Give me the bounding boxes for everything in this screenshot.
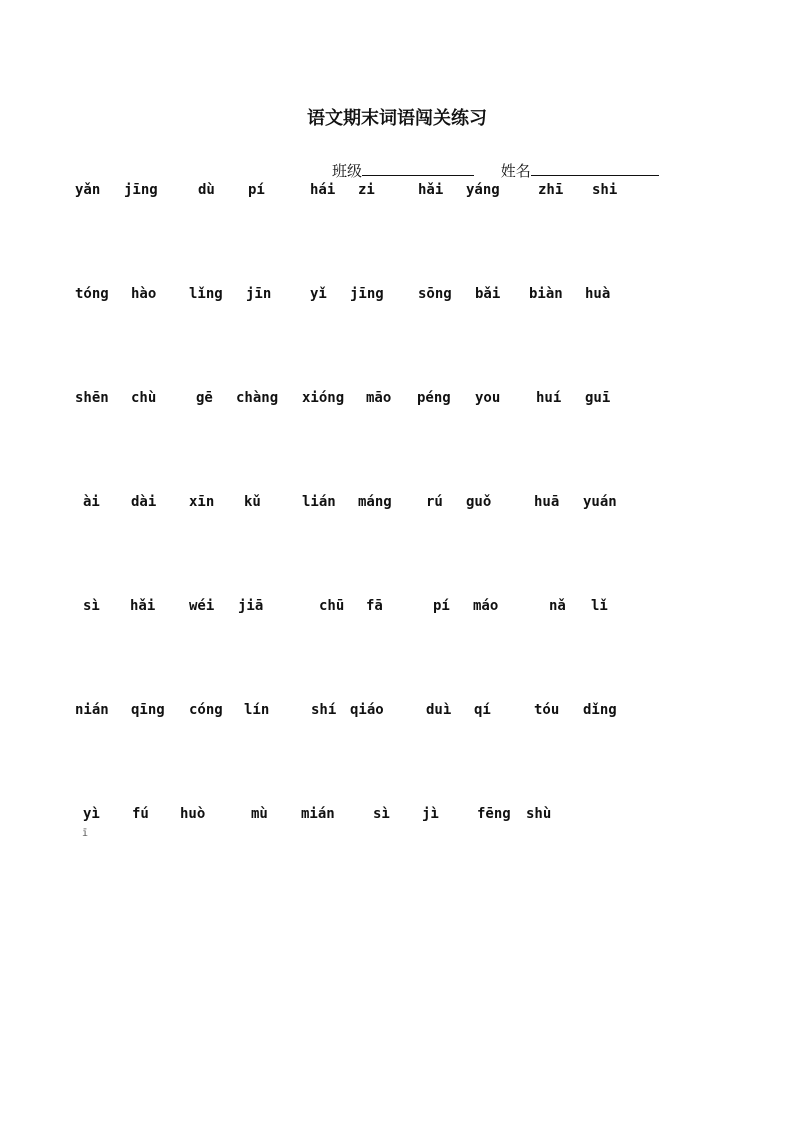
pinyin-syllable: qīng [131, 702, 165, 718]
pinyin-syllable: hái [310, 182, 336, 198]
pinyin-syllable: zi [358, 182, 375, 198]
pinyin-syllable: jīng [350, 286, 384, 302]
pinyin-syllable: dài [131, 494, 157, 510]
pinyin-syllable: tóng [75, 286, 109, 302]
pinyin-row [0, 598, 794, 620]
pinyin-syllable: biàn [529, 286, 563, 302]
pinyin-syllable: qí [474, 702, 491, 718]
pinyin-syllable: tóu [534, 702, 560, 718]
pinyin-syllable: jì [422, 806, 439, 822]
pinyin-syllable: wéi [189, 598, 215, 614]
pinyin-syllable: māo [366, 390, 392, 406]
pinyin-syllable: dǐng [583, 702, 617, 718]
pinyin-syllable: qiáo [350, 702, 384, 718]
pinyin-syllable: fā [366, 598, 383, 614]
pinyin-syllable: lín [244, 702, 270, 718]
pinyin-syllable: cóng [189, 702, 223, 718]
pinyin-syllable: jīn [246, 286, 272, 302]
pinyin-syllable: chàng [236, 390, 279, 406]
pinyin-syllable: lǐ [591, 598, 608, 614]
pinyin-syllable: fú [132, 806, 149, 822]
student-info [332, 160, 659, 181]
pinyin-syllable: pí [248, 182, 265, 198]
pinyin-row [0, 806, 794, 828]
pinyin-syllable: máo [473, 598, 499, 614]
stray-mark: ī [82, 828, 89, 839]
pinyin-syllable: rú [426, 494, 443, 510]
pinyin-syllable: xióng [302, 390, 345, 406]
pinyin-syllable: sōng [418, 286, 452, 302]
pinyin-syllable: kǔ [244, 494, 261, 510]
pinyin-syllable: zhī [538, 182, 564, 198]
pinyin-syllable: huā [534, 494, 560, 510]
page-title: 语文期末词语闯关练习 [307, 108, 487, 129]
pinyin-syllable: yì [83, 806, 100, 822]
class-label: 班级 [332, 162, 363, 180]
pinyin-syllable: chū [319, 598, 345, 614]
pinyin-syllable: chù [131, 390, 157, 406]
pinyin-syllable: shēn [75, 390, 109, 406]
pinyin-syllable: shi [592, 182, 618, 198]
name-label: 姓名 [500, 162, 531, 180]
pinyin-syllable: duì [426, 702, 452, 718]
pinyin-syllable: dù [198, 182, 215, 198]
pinyin-syllable: huà [585, 286, 611, 302]
pinyin-syllable: yǎn [75, 182, 101, 198]
pinyin-row [0, 390, 794, 412]
pinyin-syllable: you [475, 390, 501, 406]
pinyin-syllable: mù [251, 806, 268, 822]
pinyin-syllable: guī [585, 390, 611, 406]
pinyin-syllable: yáng [466, 182, 500, 198]
pinyin-syllable: mián [301, 806, 335, 822]
pinyin-syllable: guǒ [466, 494, 492, 510]
pinyin-syllable: shí [311, 702, 337, 718]
pinyin-syllable: hǎi [418, 182, 444, 198]
pinyin-syllable: péng [417, 390, 451, 406]
pinyin-syllable: shù [526, 806, 552, 822]
pinyin-syllable: sì [83, 598, 100, 614]
pinyin-row [0, 286, 794, 308]
class-blank[interactable] [362, 161, 474, 176]
pinyin-syllable: nǎ [549, 598, 566, 614]
pinyin-syllable: fēng [477, 806, 511, 822]
pinyin-syllable: jiā [238, 598, 264, 614]
pinyin-row [0, 494, 794, 516]
pinyin-syllable: lǐng [189, 286, 223, 302]
name-blank[interactable] [531, 161, 659, 176]
pinyin-syllable: ài [83, 494, 100, 510]
pinyin-syllable: sì [373, 806, 390, 822]
pinyin-row [0, 182, 794, 204]
pinyin-syllable: pí [433, 598, 450, 614]
pinyin-syllable: xīn [189, 494, 215, 510]
pinyin-syllable: hào [131, 286, 157, 302]
pinyin-syllable: máng [358, 494, 392, 510]
pinyin-syllable: nián [75, 702, 109, 718]
pinyin-syllable: jīng [124, 182, 158, 198]
pinyin-syllable: gē [196, 390, 213, 406]
pinyin-row [0, 702, 794, 724]
pinyin-syllable: hǎi [130, 598, 156, 614]
pinyin-syllable: yǐ [310, 286, 327, 302]
pinyin-syllable: huò [180, 806, 206, 822]
pinyin-syllable: lián [302, 494, 336, 510]
pinyin-syllable: yuán [583, 494, 617, 510]
pinyin-syllable: huí [536, 390, 562, 406]
pinyin-syllable: bǎi [475, 286, 501, 302]
